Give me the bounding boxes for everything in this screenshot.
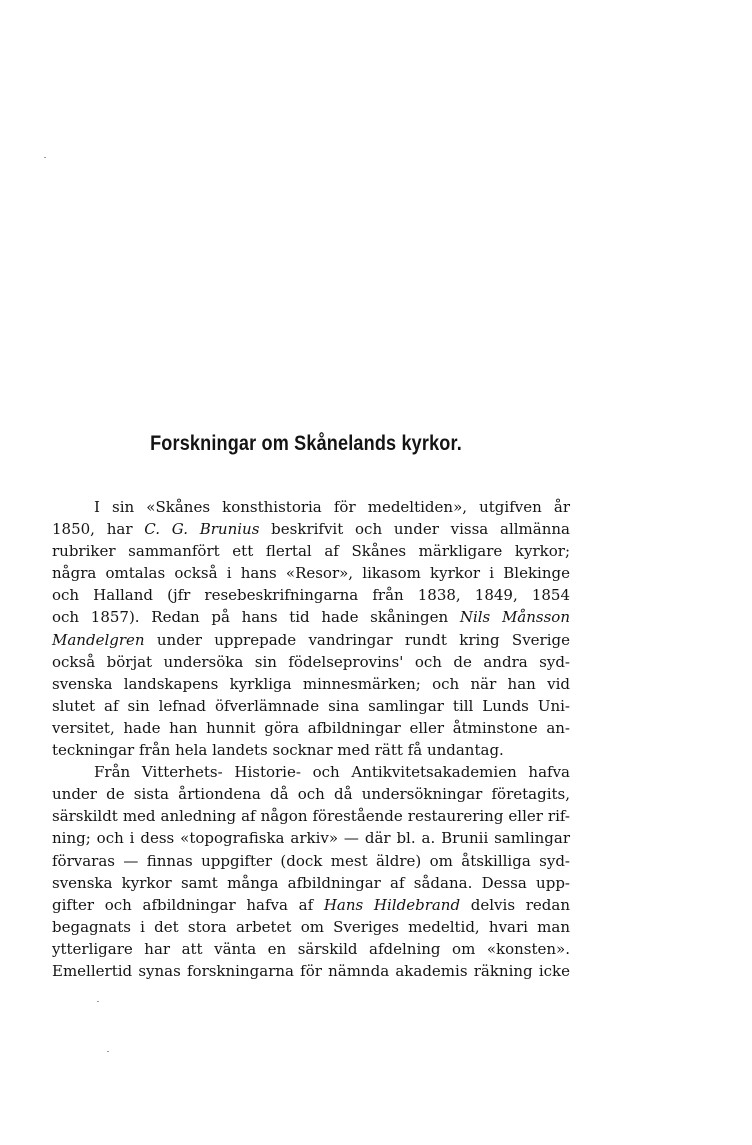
text-line: och 1857). Redan på hans tid hade skåningen Nils Månsson xyxy=(52,608,570,627)
text-line: rubriker sammanfört ett flertal af Skånes märkligare kyrkor; xyxy=(52,542,570,561)
author-name: C. G. Brunius xyxy=(144,520,260,539)
body-text xyxy=(52,496,570,982)
text-line: ning; och i dess «topografiska arkiv» — där bl. a. Brunii samlingar xyxy=(52,829,570,848)
text-line: Från Vitterhets- Historie- och Antikvitetsakademien hafva xyxy=(94,763,570,782)
text-line: svenska landskapens kyrkliga minnesmärken; och när han vid xyxy=(52,674,570,693)
author-name: Nils Månsson xyxy=(459,608,570,627)
text-line: teckningar från hela landets socknar med rätt få undantag. xyxy=(52,741,504,760)
text-line: begagnats i det stora arbetet om Sveriges medeltid, hvari man xyxy=(52,917,570,936)
text-line: och Halland (jfr resebeskrifningarna från 1838, 1849, 1854 xyxy=(52,586,570,605)
text-line: slutet af sin lefnad öfverlämnade sina samlingar till Lunds Uni- xyxy=(52,696,570,715)
text-line: Mandelgren under upprepade vandringar rundt kring Sverige xyxy=(52,630,570,649)
scan-speck xyxy=(107,1051,109,1052)
text-line: särskildt med anledning af någon förestående restaurering eller rif- xyxy=(52,807,570,826)
text-line: svenska kyrkor samt många afbildningar af sådana. Dessa upp- xyxy=(52,873,570,892)
text-line: under de sista årtiondena då och då undersökningar företagits, xyxy=(52,785,570,804)
text-line: också börjat undersöka sin födelseprovins' och de andra syd- xyxy=(52,652,570,671)
author-name: Mandelgren xyxy=(52,630,145,649)
text-line: I sin «Skånes konsthistoria för medeltiden», utgifven år xyxy=(94,498,570,516)
text-line: Emellertid synas forskningarna för nämnda akademis räkning icke xyxy=(52,961,570,980)
page-title: Forskningar om Skånelands kyrkor. xyxy=(150,432,462,455)
text-line: några omtalas också i hans «Resor», likasom kyrkor i Blekinge xyxy=(52,564,570,583)
text-line: ytterligare har att vänta en särskild afdelning om «konsten». xyxy=(52,939,570,958)
scan-speck xyxy=(44,157,46,158)
text-line: gifter och afbildningar hafva af Hans Hildebrand delvis redan xyxy=(52,895,570,914)
scan-speck xyxy=(97,1001,99,1002)
text-line: 1850, har C. G. Brunius beskrifvit och under vissa allmänna xyxy=(52,520,570,539)
text-line: versitet, hade han hunnit göra afbildningar eller åtminstone an- xyxy=(52,718,570,737)
author-name: Hans Hildebrand xyxy=(323,895,461,914)
text-line: förvaras — finnas uppgifter (dock mest äldre) om åtskilliga syd- xyxy=(52,851,570,870)
